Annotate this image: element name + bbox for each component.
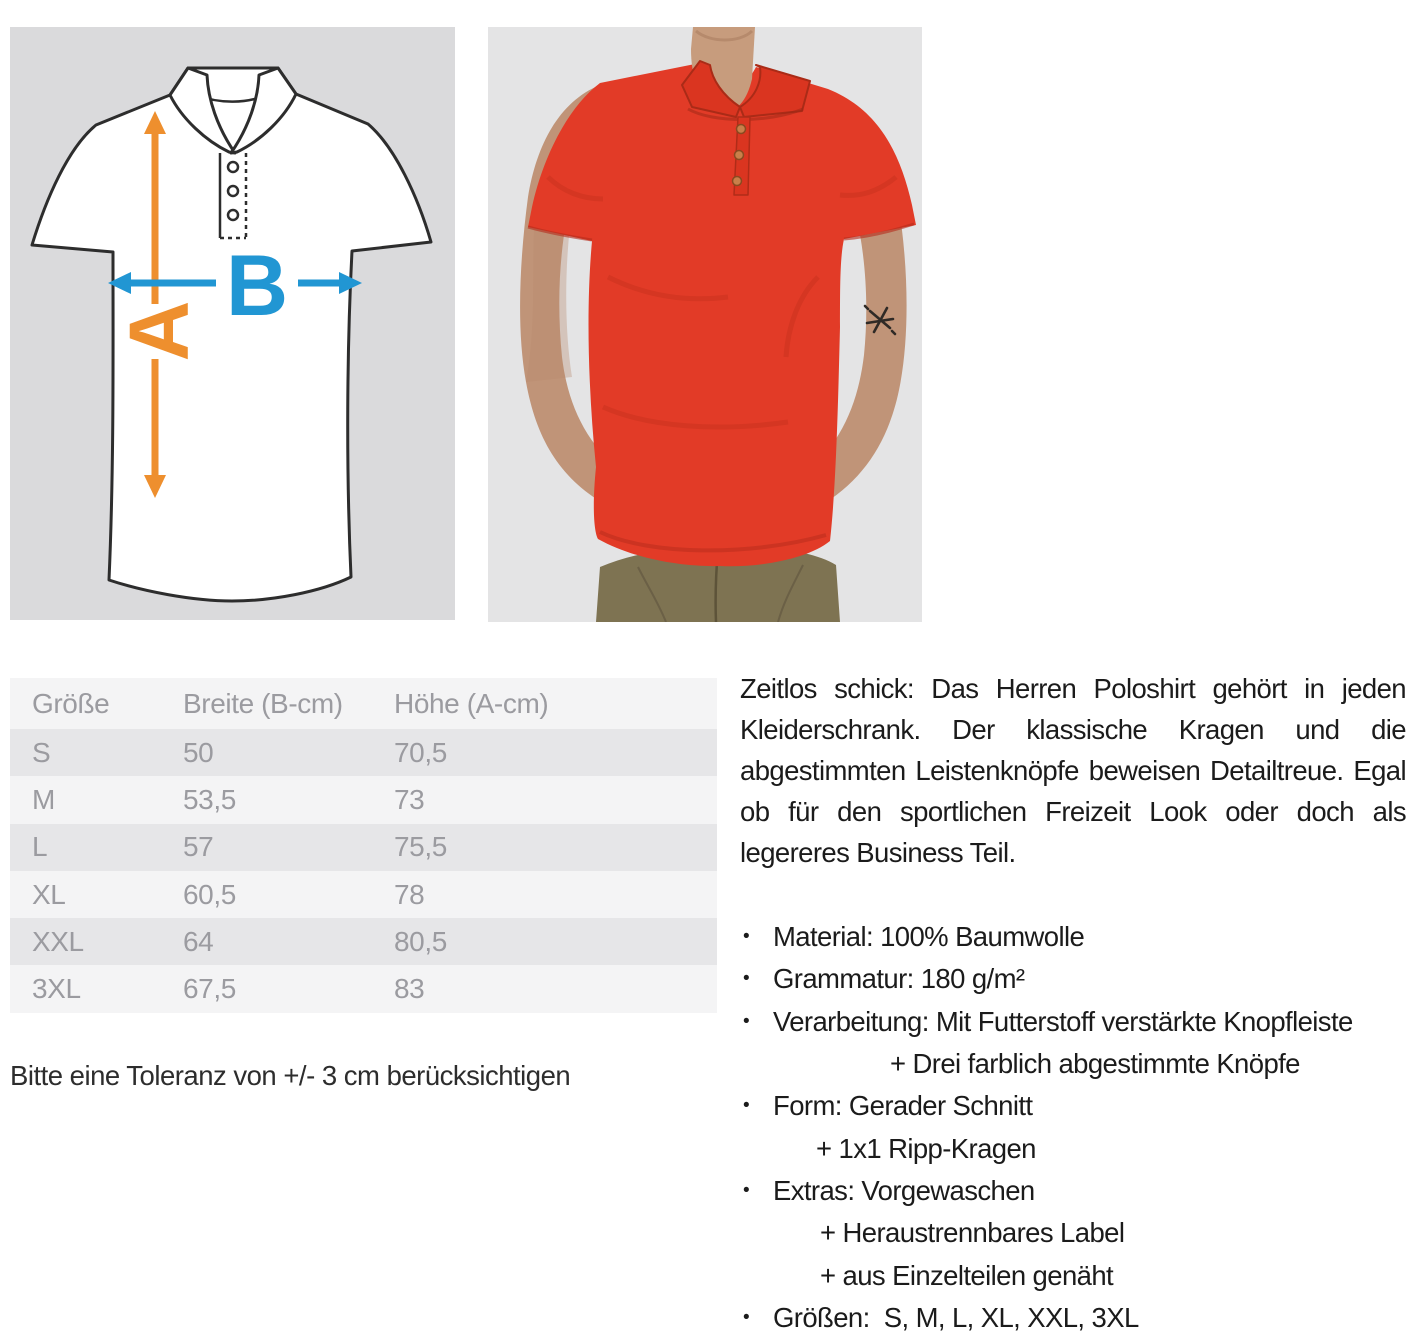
cell-size: L: [32, 831, 48, 863]
column-header-width: Breite (B-cm): [183, 687, 343, 719]
feature-item: [740, 1001, 1423, 1043]
cell-size: XXL: [32, 925, 84, 957]
feature-item: [740, 916, 1423, 958]
bullet-icon: •: [743, 1306, 750, 1328]
width-label-b: B: [225, 237, 289, 334]
column-header-size: Größe: [32, 687, 110, 719]
cell-width: 53,5: [183, 783, 236, 815]
feature-text: + aus Einzelteilen genäht: [820, 1259, 1114, 1291]
button-icon: [228, 210, 238, 220]
feature-text: Form: Gerader Schnitt: [773, 1090, 1033, 1122]
table-row: [10, 871, 717, 918]
bullet-icon: •: [743, 1010, 750, 1032]
feature-text: Größen: S, M, L, XL, XXL, 3XL: [773, 1301, 1139, 1333]
feature-text: Verarbeitung: Mit Futterstoff verstärkte Knopfleiste: [773, 1005, 1353, 1037]
bullet-icon: •: [743, 926, 750, 948]
button-icon: [737, 125, 746, 134]
size-table-body: [10, 729, 717, 1013]
cell-size: 3XL: [32, 973, 81, 1005]
bullet-icon: •: [743, 1179, 750, 1201]
polo-shirt-diagram: [10, 27, 455, 620]
bullet-icon: •: [743, 1095, 750, 1117]
feature-text: + Heraustrennbares Label: [820, 1217, 1125, 1249]
bullet-icon: •: [743, 968, 750, 990]
feature-item: [740, 1170, 1423, 1212]
table-row: [10, 729, 717, 776]
button-icon: [733, 177, 742, 186]
feature-item: [740, 1297, 1423, 1336]
button-icon: [228, 162, 238, 172]
cell-height: 73: [394, 783, 425, 815]
feature-list: [740, 916, 1423, 1336]
feature-text: + 1x1 Ripp-Kragen: [816, 1132, 1036, 1164]
size-diagram-panel: [10, 27, 455, 620]
button-icon: [735, 151, 744, 160]
feature-item: [740, 1127, 1423, 1169]
feature-text: + Drei farblich abgestimmte Knöpfe: [890, 1048, 1300, 1080]
feature-text: Extras: Vorgewaschen: [773, 1174, 1035, 1206]
cell-height: 80,5: [394, 925, 447, 957]
feature-item: [740, 1254, 1423, 1296]
height-label-a: A: [112, 300, 207, 362]
cell-width: 50: [183, 736, 214, 768]
cell-size: S: [32, 736, 51, 768]
feature-item: [740, 958, 1423, 1000]
table-row: [10, 776, 717, 823]
feature-item: [740, 1043, 1423, 1085]
table-row: [10, 918, 717, 965]
table-row: [10, 824, 717, 871]
cell-width: 60,5: [183, 878, 236, 910]
feature-text: Grammatur: 180 g/m²: [773, 963, 1025, 995]
column-header-height: Höhe (A-cm): [394, 687, 549, 719]
cell-height: 75,5: [394, 831, 447, 863]
cell-size: M: [32, 783, 55, 815]
tolerance-note: Bitte eine Toleranz von +/- 3 cm berücksichtigen: [10, 1060, 571, 1091]
cell-width: 67,5: [183, 973, 236, 1005]
size-table: [10, 678, 717, 1013]
cell-width: 64: [183, 925, 214, 957]
product-photo: [488, 27, 922, 622]
cell-height: 70,5: [394, 736, 447, 768]
cell-width: 57: [183, 831, 214, 863]
cell-height: 78: [394, 878, 425, 910]
cell-height: 83: [394, 973, 425, 1005]
feature-item: [740, 1212, 1423, 1254]
button-icon: [228, 186, 238, 196]
feature-item: [740, 1085, 1423, 1127]
feature-text: Material: 100% Baumwolle: [773, 921, 1085, 953]
model-photo-illustration: [488, 27, 922, 622]
product-description: Zeitlos schick: Das Herren Poloshirt gehört in jeden Kleiderschrank. Der klassische Kragen und die abgestimmten Leistenknöpfe beweisen Detailtreue. Egal ob für den sportlichen Freizeit Look oder doch als legereres Business Teil.: [740, 673, 1406, 868]
cell-size: XL: [32, 878, 66, 910]
size-table-header: [10, 678, 717, 729]
table-row: [10, 965, 717, 1012]
